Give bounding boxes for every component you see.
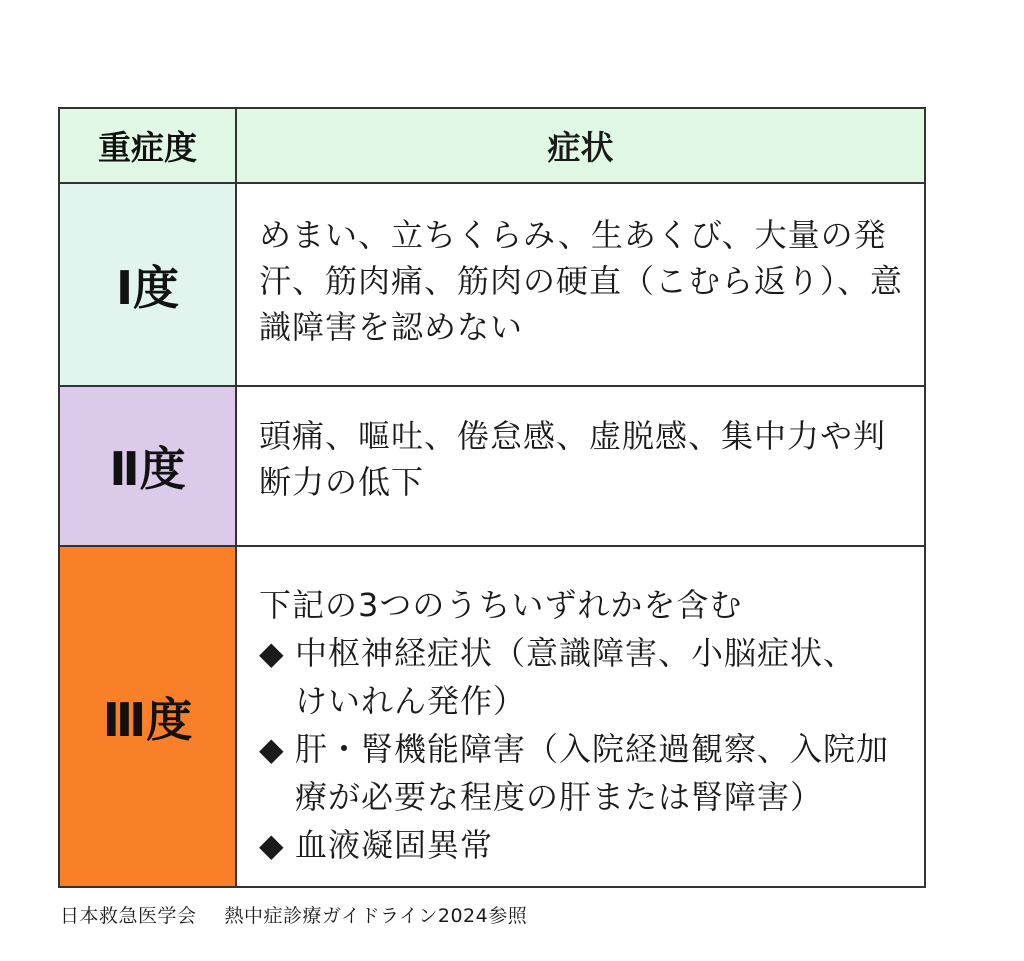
severity-level-1: Ⅰ度	[60, 184, 237, 385]
diamond-bullet-icon: ◆	[259, 730, 285, 768]
header-symptoms: 症状	[547, 128, 614, 167]
table-row-level-1	[60, 182, 924, 385]
severity-level-2: Ⅱ度	[60, 387, 237, 545]
symptom-item-coagulation	[259, 821, 906, 869]
table-row-level-2	[60, 385, 924, 545]
header-severity: 重症度	[60, 109, 237, 182]
symptom-line: 識障害を認めない	[259, 308, 524, 346]
symptom-intro: 下記の3つのうちいずれかを含む	[259, 586, 743, 624]
diamond-bullet-icon: ◆	[259, 634, 285, 672]
symptom-line: 頭痛、嘔吐、倦怠感、虚脱感、集中力や判	[259, 417, 887, 455]
severity-level-3: Ⅲ度	[60, 547, 237, 886]
footnote-org: 日本救急医学会	[60, 905, 197, 927]
table-row-level-3	[60, 545, 924, 886]
symptoms-level-3	[237, 547, 924, 886]
source-footnote	[60, 901, 527, 928]
symptom-item-cns	[259, 629, 906, 725]
symptom-item-line: けいれん発作）	[295, 682, 527, 720]
diamond-bullet-icon: ◆	[259, 826, 285, 864]
footnote-source: 熱中症診療ガイドライン2024参照	[224, 905, 528, 927]
symptom-line: 断力の低下	[259, 463, 425, 501]
symptom-item-line: 中枢神経症状（意識障害、小脳症状、	[295, 634, 857, 672]
symptom-item-liver-kidney	[259, 725, 906, 821]
symptom-item-line: 血液凝固異常	[295, 826, 494, 864]
symptom-item-line: 療が必要な程度の肝または腎障害）	[295, 778, 824, 816]
symptoms-level-1	[237, 184, 924, 385]
symptom-line: 汗、筋肉痛、筋肉の硬直（こむら返り）、意	[259, 262, 904, 300]
heatstroke-severity-table	[58, 107, 926, 888]
symptom-line: めまい、立ちくらみ、生あくび、大量の発	[259, 216, 887, 254]
table-header-row	[60, 109, 924, 182]
symptoms-level-2	[237, 387, 924, 545]
symptom-item-line: 肝・腎機能障害（入院経過観察、入院加	[295, 730, 890, 768]
